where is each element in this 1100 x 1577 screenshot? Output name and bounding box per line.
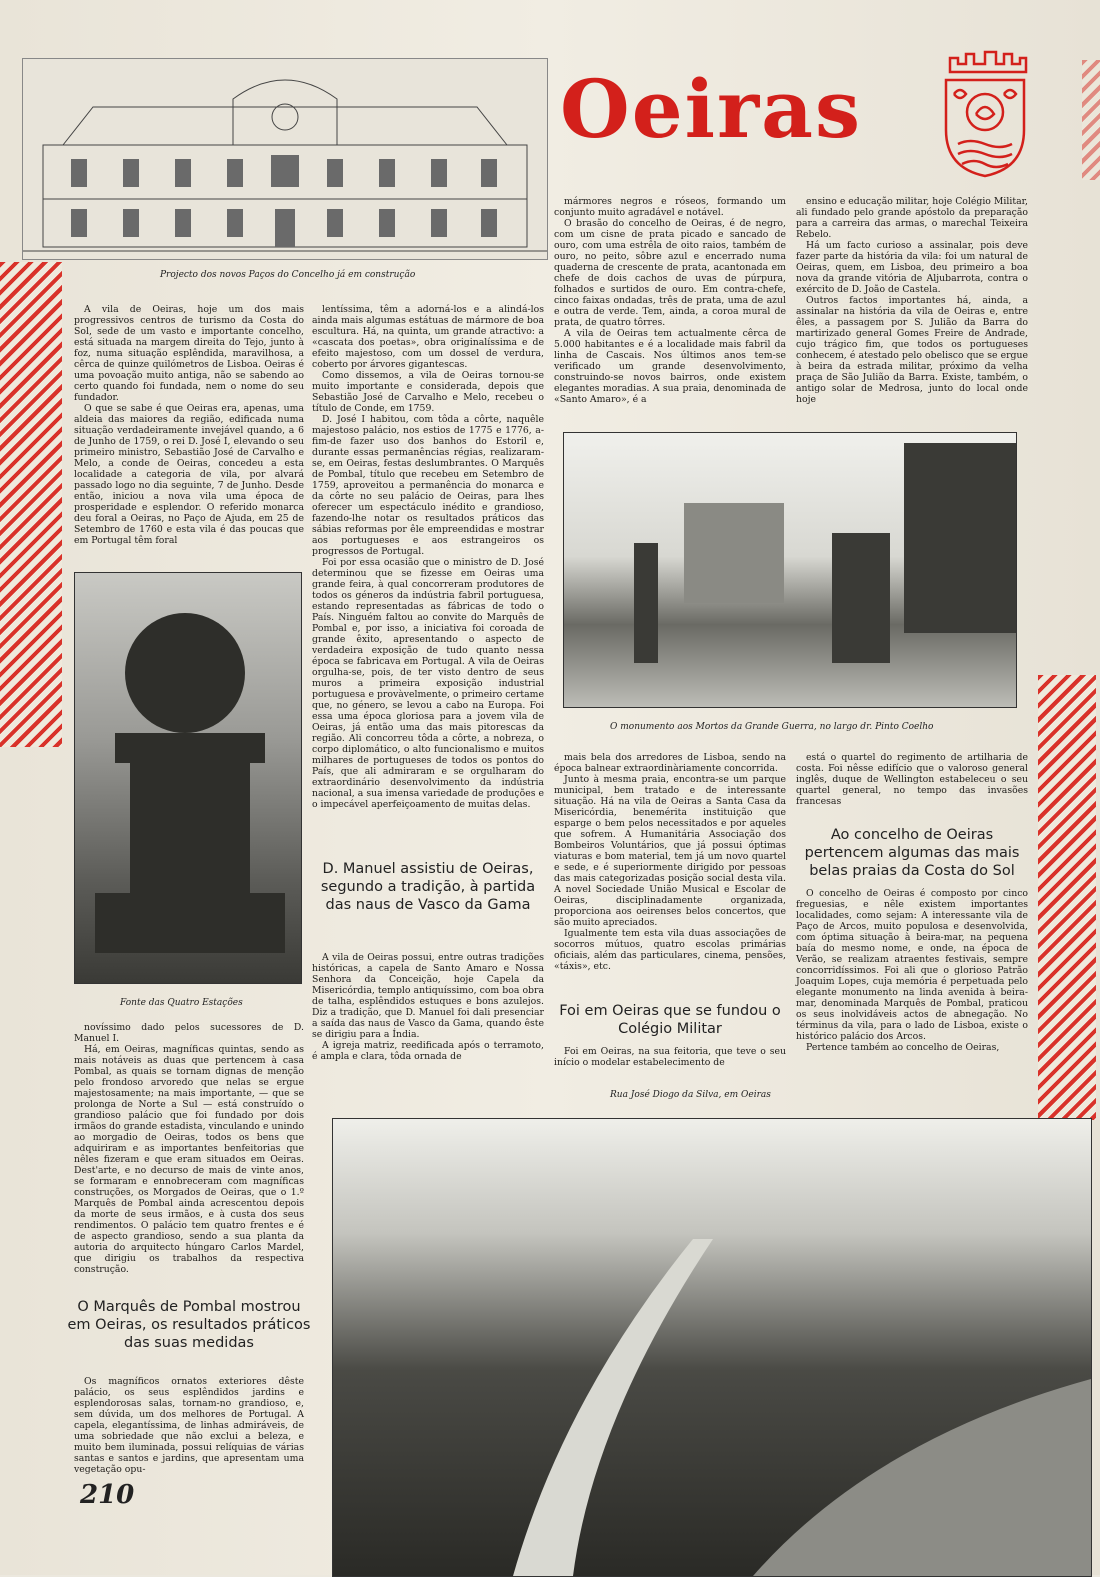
column-2-part-1 (312, 304, 544, 849)
paragraph: A vila de Oeiras, hoje um dos mais progressivos centros de turismo da Costa do Sol, sede de um vasto e importante concelho, está situada na margem direita do Tejo, junto à foz, numa situação esplêndida, maravilhosa, a cêrca de quinze quilómetros de Lisboa. Oeiras é uma povoação muito antiga, não se sabendo ao certo quando foi fundada, nem o nome do seu fundador. (74, 304, 304, 403)
paragraph: mais bela dos arredores de Lisboa, sendo na época balnear extraordinàriamente concorrida. (554, 752, 786, 774)
column-4-part-3 (796, 888, 1028, 1072)
paragraph: mármores negros e róseos, formando um conjunto muito agradável e notável. (554, 196, 786, 218)
monument-photo (563, 432, 1017, 708)
column-2-part-2 (312, 952, 544, 1072)
paragraph: Há, em Oeiras, magníficas quintas, sendo as mais notáveis as duas que pertencem à casa Pombal, as quais se tornam dignas de menção pelo frondoso arvoredo que nelas se ergue majestosamente; na mais importante, — que se prolonga de Norte a Sul — está construído o grandioso palácio que foi fundado por dois irmãos do grande estadista, vinculando e unindo ao morgadio de Oeiras, todos os bens que adquiriram e as importantes benfeitorias que nêles fizeram e que eram situados em Oeiras. Dest'arte, e no decurso de mais de vinte anos, se formaram e ennobreceram com magníficas construções, os Morgados de Oeiras, que o 1.º Marquês de Pombal ainda acrescentou depois da morte de seus irmãos, e à custa dos seus rendimentos. O palácio tem quatro frentes e é de aspecto grandioso, sendo a sua planta da autoria do arquitecto húngaro Carlos Mardel, que dirigiu os trabalhos da respectiva construção. (74, 1044, 304, 1275)
paragraph: Junto à mesma praia, encontra-se um parque municipal, bem tratado e de interessante situação. Há na vila de Oeiras a Santa Casa da Misericórdia, benemérita instituição que esparge o bem pelos necessitados e por aqueles que sofrem. A Humanitária Associação dos Bombeiros Voluntários, que já possui óptimas viaturas e bom material, tem já um novo quartel e sede, e é superiormente dirigido por pessoas das mais categorizadas posição social desta vila. A novel Sociedade União Musical e Escolar de Oeiras, disciplinadamente organizada, proporciona aos oeirenses belos concertos, que são muito apreciados. (554, 774, 786, 928)
building-drawing (23, 59, 547, 259)
column-3-part-2 (554, 752, 786, 988)
column-4-part-2 (796, 752, 1028, 814)
fountain-drawing (75, 573, 301, 983)
building-illustration (22, 58, 548, 260)
fountain-caption: Fonte das Quatro Estações (120, 998, 243, 1008)
paragraph: novíssimo dado pelos sucessores de D. Manuel I. (74, 1022, 304, 1044)
column-1-part-2 (74, 1022, 304, 1284)
paragraph: Outros factos importantes há, ainda, a assinalar na história da vila de Oeiras e, entre êles, a passagem por S. Julião da Barra do martirizado general Gomes Freire de Andrade, cujo trágico fim, que todos os portugueses conhecem, é atestado pelo obelisco que se ergue à beira da estrada militar, próximo da velha praça de São Julião da Barra. Existe, também, o antigo solar de Medrosa, junto do local onde hoje (796, 295, 1028, 405)
paragraph: Os magníficos ornatos exteriores dêste palácio, os seus esplêndidos jardins e esplendorosas salas, tornam-no grandioso, e, sem dúvida, um dos melhores de Portugal. A capela, elegantíssima, de linhas admiráveis, de uma sobriedade que não exclui a beleza, e muito bem iluminada, possui relíquias de várias santas e santos e jardins, que apresentam uma vegetação opu- (74, 1376, 304, 1475)
paragraph: Pertence também ao concelho de Oeiras, (806, 1042, 1000, 1053)
monument-caption: O monumento aos Mortos da Grande Guerra, no largo dr. Pinto Coelho (610, 722, 934, 732)
street-caption: Rua José Diogo da Silva, em Oeiras (610, 1090, 771, 1100)
page-title: Oeiras (560, 62, 862, 156)
right-top-stripe (1082, 60, 1100, 180)
paragraph: O que se sabe é que Oeiras era, apenas, uma aldeia das maiores da região, edificada numa situação verdadeiramente invejável quando, a 6 de Junho de 1759, o rei D. José I, elevando o seu primeiro ministro, Sebastião José de Carvalho e Melo, a conde de Oeiras, concedeu a esta localidade a categoria de vila, por alvará passado logo no dia seguinte, 7 de Junho. Desde então, iniciou a nova vila uma época de prosperidade e esplendor. O referido monarca deu foral a Oeiras, no Paço de Ajuda, em 25 de Setembro de 1760 e esta vila é das poucas que em Portugal têm foral (74, 403, 304, 546)
heading-marques: O Marquês de Pombal mostrou em Oeiras, os resultados práticos das suas medidas (67, 1299, 311, 1351)
building-caption: Projecto dos novos Paços do Concelho já em construção (160, 270, 416, 280)
column-3-part-1 (554, 196, 786, 418)
heading-d-manuel: D. Manuel assistiu de Oeiras, segundo a tradição, à partida das naus de Vasco da Gama (320, 861, 536, 913)
paragraph: está o quartel do regimento de artilharia de costa. Foi nêsse edifício que o valoroso general inglês, duque de Wellington estabeleceu o seu quartel general, no tempo das invasões francesas (796, 752, 1028, 807)
heading-colegio-militar: Foi em Oeiras que se fundou o Colégio Militar (559, 1003, 781, 1037)
paragraph: A igreja matriz, reedificada após o terramoto, é ampla e clara, tôda ornada de (312, 1040, 544, 1062)
column-1-part-3 (74, 1376, 304, 1475)
left-red-stripe (0, 262, 62, 747)
heading-praias: Ao concelho de Oeiras pertencem algumas das mais belas praias da Costa do Sol (804, 827, 1020, 879)
right-red-stripe (1038, 675, 1096, 1120)
column-3-part-3 (554, 1046, 786, 1072)
paragraph: O brasão do concelho de Oeiras, é de negro, com um cisne de prata picado e sancado de ouro, com uma estrêla de oito raios, também de ouro, no peito, sôbre azul e encerrado numa quaderna de crescente de prata, acantonada em chefe de dois cachos de uvas de púrpura, folhados e surtidos de ouro. Em contra-chefe, cinco faixas ondadas, três de prata, uma de azul e outra de verde. Tem, ainda, a coroa mural de prata, de quatro tôrres. (554, 218, 786, 328)
coat-of-arms-icon (940, 50, 1030, 180)
fountain-photo (74, 572, 302, 984)
street-photo (332, 1118, 1092, 1577)
paragraph: Igualmente tem esta vila duas associações de socorros mútuos, quatro escolas primárias oficiais, além das particulares, cinema, pensões, «táxis», etc. (554, 928, 786, 972)
page-number: 210 (80, 1480, 135, 1510)
paragraph: Foi por essa ocasião que o ministro de D. José determinou que se fizesse em Oeiras uma grande feira, à qual concorreram produtores de todos os géneros da indústria fabril portuguesa, estando representadas as fábricas de todo o País. Ninguém faltou ao convite do Marquês de Pombal e, por isso, a iniciativa foi coroada de grande êxito, apresentando o aspecto de verdadeira exposição de tudo quanto nessa época se fabricava em Portugal. A vila de Oeiras orgulha-se, pois, de ter visto dentro de seus muros a primeira exposição industrial portuguesa e provàvelmente, o primeiro certame que, no género, se levou a cabo na Europa. Foi essa uma época gloriosa para a jovem vila de Oeiras, já então uma das mais pitorescas da região. Ali concorreu tôda a côrte, a nobreza, o corpo diplomático, o alto funcionalismo e muitos milhares de portugueses de todos os pontos do País, que ali admiraram e se orgulharam do extraordinário desenvolvimento da indústria nacional, a sua imensa variedade de produções e o impecável aperfeiçoamento de muitas delas. (312, 557, 544, 810)
street-drawing (333, 1119, 1091, 1576)
paragraph: Foi em Oeiras, na sua feitoria, que teve o seu início o modelar estabelecimento de (554, 1046, 786, 1068)
monument-drawing (564, 433, 1016, 707)
paragraph: A vila de Oeiras possui, entre outras tradições históricas, a capela de Santo Amaro e Nossa Senhora da Conceição, hoje Capela da Misericórdia, templo antiquíssimo, com boa obra de talha, esplêndidos estuques e bons azulejos. Diz a tradição, que D. Manuel foi dali presenciar a saída das naus de Vasco da Gama, quando êste se dirigiu para a Índia. (312, 952, 544, 1040)
paragraph: O concelho de Oeiras é composto por cinco freguesias, e nêle existem importantes localidades, como sejam: A interessante vila de Paço de Arcos, muito populosa e desenvolvida, com óptima situação à beira-mar, na pequena baía do mesmo nome, e onde, na época de Verão, se realizam atraentes festivais, sempre concorridíssimos. Foi ali que o glorioso Patrão Joaquim Lopes, cuja memória é perpetuada pelo elegante monumento na linda avenida à beira-mar, denominada Marquês de Pombal, praticou os seus inolvidáveis actos de abnegação. No términus da vila, para o lado de Lisboa, existe o histórico palácio dos Arcos. (796, 888, 1028, 1042)
column-4-part-1 (796, 196, 1028, 418)
paragraph: lentíssima, têm a adorná-los e a alindá-los ainda mais algumas estátuas de mármore de boa escultura. Há, na quinta, um grande atractivo: a «cascata dos poetas», obra originalíssima e de efeito majestoso, com um dossel de verdura, coberto por árvores gigantescas. (312, 304, 544, 370)
column-1-part-1 (74, 304, 304, 560)
paragraph: Como dissemos, a vila de Oeiras tornou-se muito importante e considerada, depois que Sebastião José de Carvalho e Melo, recebeu o título de Conde, em 1759. (312, 370, 544, 414)
paragraph: Há um facto curioso a assinalar, pois deve fazer parte da história da vila: foi um natural de Oeiras, quem, em Lisboa, deu primeiro a boa nova da grande vitória de Aljubarrota, contra o exército de D. João de Castela. (796, 240, 1028, 295)
paragraph: A vila de Oeiras tem actualmente cêrca de 5.000 habitantes e é a localidade mais fabril da linha de Cascais. Nos últimos anos tem-se verificado um grande desenvolvimento, construindo-se novos bairros, onde existem elegantes moradias. A sua praia, denominada de «Santo Amaro», é a (554, 328, 786, 405)
paragraph: D. José I habitou, com tôda a côrte, naquêle majestoso palácio, nos estios de 1775 e 1776, a-fim-de fazer uso dos banhos do Estoril e, durante essas permanências régias, realizaram-se, em Oeiras, festas deslumbrantes. O Marquês de Pombal, título que recebeu em Setembro de 1759, aproveitou a permanência do monarca e da côrte no seu palácio de Oeiras, para lhes oferecer um espectáculo inédito e grandioso, fazendo-lhe notar os resultados práticos das sábias reformas por êle empreendidas e mostrar aos portugueses e aos estrangeiros os progressos de Portugal. (312, 414, 544, 557)
paragraph: ensino e educação militar, hoje Colégio Militar, ali fundado pelo grande apóstolo da preparação para a carreira das armas, o marechal Teixeira Rebelo. (796, 196, 1028, 240)
